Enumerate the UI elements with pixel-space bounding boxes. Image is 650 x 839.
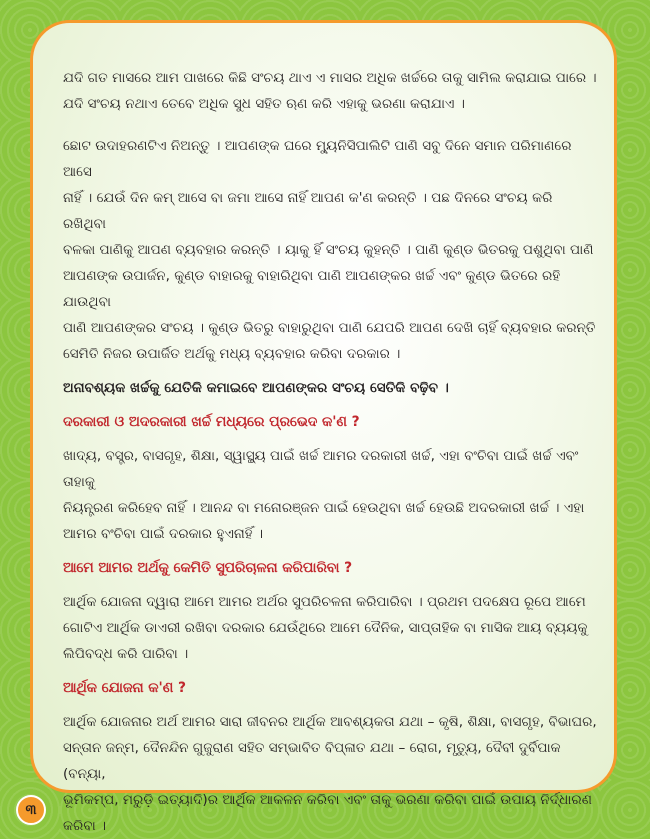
page-content: [63, 65, 597, 839]
paragraph-line: ନାହିଁ । ଯେଉଁ ଦିନ କମ୍ ଆସେ ବା ଜମା ଆସେ ନାହିଁ ଆପଣ କ'ଣ କରନ୍ତି । ପଛ ଦିନରେ ସଂଚୟ କରି ରଖିଥିବା: [63, 190, 553, 232]
paragraph-line: ଛୋଟ ଉଦାହରଣଟିଏ ନିଅନ୍ତୁ । ଆପଣଙ୍କ ଘରେ ମ୍ୟୁନିସିପାଲିଟି ପାଣି ସବୁ ଦିନେ ସମାନ ପରିମାଣରେ ଆସେ: [63, 138, 572, 180]
paragraph-line: ସନ୍ତାନ ଜନ୍ମ, ଦୈନନ୍ଦିନ ଗୁଜୁରାଣ ସହିତ ସମ୍ଭାବିତ ବିପ୍ଳାତ ଯଥା – ରୋଗ, ମୃତ୍ୟୁ, ଦୈବୀ ଦୁର୍ବିପାକ (ବନ୍ୟା,: [63, 740, 561, 782]
paragraph-line: ଆର୍ଥିକ ଯୋଜନାର ଅର୍ଥ ଆମର ସାରା ଜୀବନର ଆର୍ଥିକ ଆବଶ୍ୟକତା ଯଥା – କୃଷି, ଶିକ୍ଷା, ବାସଗୃହ, ବିଭାଘର,: [63, 714, 597, 730]
paragraph-line: ଯଦି ସଂଚୟ ନଥାଏ ତେବେ ଅଧିକ ସୁଧ ସହିତ ଋଣ କରି ଏହାକୁ ଭରଣା କରାଯାଏ ।: [63, 96, 465, 112]
section-heading-financial-planning: ଆର୍ଥିକ ଯୋଜନା କ'ଣ ?: [63, 680, 186, 696]
paragraph-line: ଲିପିବଦ୍ଧ କରି ପାରିବା ।: [63, 646, 189, 662]
paragraph-line: ସେମିତି ନିଜର ଉପାର୍ଜିତ ଅର୍ଥକୁ ମଧ୍ୟ ବ୍ୟବହାର କରିବା ଦରକାର ।: [63, 346, 401, 362]
page-number: ୩: [16, 795, 46, 825]
paragraph-line: ଯଦି ଗତ ମାସରେ ଆମ ପାଖରେ କିଛି ସଂଚୟ ଥାଏ ଏ ମାସର ଅଧିକ ଖର୍ଚ୍ଚରେ ତାକୁ ସାମିଲ କରାଯାଇ ପାରେ ।: [63, 70, 597, 86]
paragraph-line: ଭୂମିକମ୍ପ, ମରୁଡ଼ି ଇତ୍ୟାଦି)ର ଆର୍ଥିକ ଆକଳନ କରିବା ଏବଂ ତାକୁ ଭରଣା କରିବା ପାଇଁ ଉପାୟ ନିର୍ଦ୍ଧାରଣ: [63, 792, 592, 808]
paragraph-line: ନିୟନ୍ତ୍ରଣ କରିହେବ ନାହିଁ । ଆନନ୍ଦ ବା ମନୋରଞ୍ଜନ ପାଇଁ ହେଉଥିବା ଖର୍ଚ୍ଚ ହେଉଛି ଅଦରକାରୀ ଖର୍ଚ୍ଚ । ଏହା: [63, 500, 585, 516]
paragraph-line: ଖାଦ୍ୟ, ବସ୍ତ୍ର, ବାସଗୃହ, ଶିକ୍ଷା, ସ୍ୱାସ୍ଥ୍ୟ ପାଇଁ ଖର୍ଚ୍ଚ ଆମର ଦରକାରୀ ଖର୍ଚ୍ଚ, ଏହା ବଂଚିବା ପାଇଁ ଖର୍ଚ୍ଚ ଏବଂ ତାହାକୁ: [63, 448, 579, 490]
paragraph-line: ଆର୍ଥିକ ଯୋଜନା ଦ୍ୱାରା ଆମେ ଆମର ଅର୍ଥର ସୁପରିଚଳନା କରିପାରିବା । ପ୍ରଥମ ପଦକ୍ଷେପ ରୂପେ ଆମେ: [63, 594, 586, 610]
paragraph-line: ବଳକା ପାଣିକୁ ଆପଣ ବ୍ୟବହାର କରନ୍ତି । ୟାକୁ ହିଁ ସଂଚୟ କୁହନ୍ତି । ପାଣି କୁଣ୍ଡ ଭିତରକୁ ପଶୁଥିବା ପାଣି: [63, 242, 594, 258]
paragraph-line: ଗୋଟିଏ ଆର୍ଥିକ ଡାଏରୀ ରଖିବା ଦରକାର ଯେଉଁଥିରେ ଆମେ ଦୈନିକ, ସାପ୍ତାହିକ ବା ମାସିକ ଆୟ ବ୍ୟୟକୁ: [63, 620, 588, 636]
page-card: [30, 20, 617, 834]
bold-statement: ଅନାବଶ୍ୟକ ଖର୍ଚ୍ଚକୁ ଯେତିକି କମାଇବେ ଆପଣଙ୍କର ସଂଚୟ ସେତିକି ବଢ଼ିବ ।: [63, 380, 449, 396]
section-heading-needs-vs-wants: ଦରକାରୀ ଓ ଅଦରକାରୀ ଖର୍ଚ୍ଚ ମଧ୍ୟରେ ପ୍ରଭେଦ କ'ଣ ?: [63, 414, 360, 430]
section-heading-money-management: ଆମେ ଆମର ଅର୍ଥକୁ କେମିତି ସୁପରିଚାଳନା କରିପାରିବା ?: [63, 560, 353, 576]
paragraph-line: ଆପଣଙ୍କ ଉପାର୍ଜନ, କୁଣ୍ଡ ବାହାରକୁ ବାହାରିଥିବା ପାଣି ଆପଣଙ୍କର ଖର୍ଚ୍ଚ ଏବଂ କୁଣ୍ଡ ଭିତରେ ରହି ଯାଉଥିବା: [63, 268, 561, 310]
paragraph-line: ପାଣି ଆପଣଙ୍କର ସଂଚୟ । କୁଣ୍ଡ ଭିତରୁ ବାହାରୁଥିବା ପାଣି ଯେପରି ଆପଣ ଦେଖି ଚାହିଁ ବ୍ୟବହାର କରନ୍ତି: [63, 320, 596, 336]
paragraph-line: କରିବା ।: [63, 818, 107, 834]
paragraph-line: ଆମର ବଂଚିବା ପାଇଁ ଦରକାର ହୁଏନାହିଁ ।: [63, 526, 264, 542]
